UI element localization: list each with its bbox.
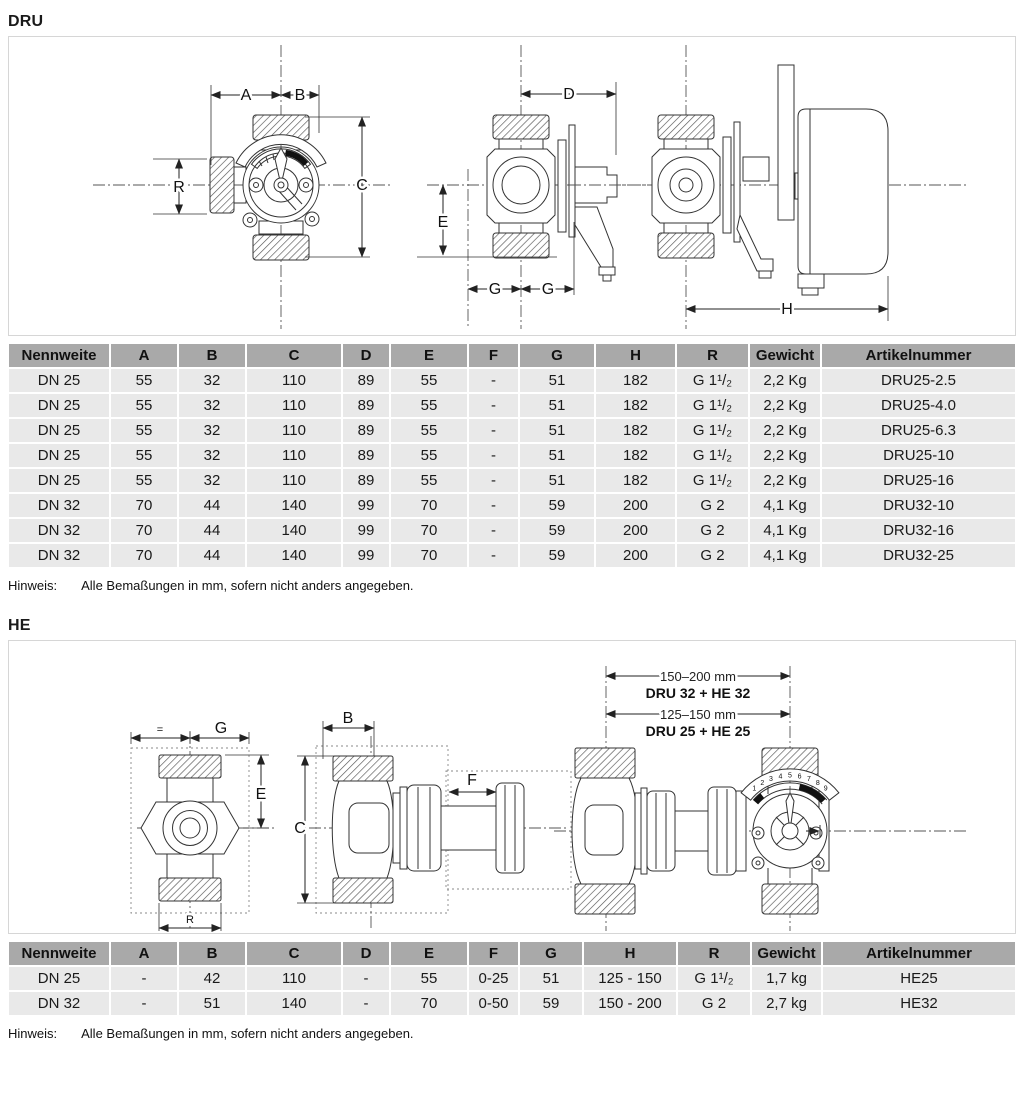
table-cell: 59 bbox=[520, 544, 594, 567]
table-cell: 55 bbox=[111, 469, 177, 492]
dru-spec-table bbox=[7, 342, 1017, 569]
dim-label-r: R bbox=[173, 179, 185, 196]
table-cell: DN 25 bbox=[9, 444, 109, 467]
table-cell: 140 bbox=[247, 544, 341, 567]
dru-front-view bbox=[93, 45, 391, 329]
table-cell: 89 bbox=[343, 394, 389, 417]
table-cell: 70 bbox=[111, 544, 177, 567]
he-technical-drawing bbox=[9, 641, 1015, 933]
table-cell: 2,2 Kg bbox=[750, 394, 820, 417]
dim-label-b: B bbox=[342, 710, 354, 727]
table-cell: - bbox=[469, 544, 518, 567]
column-header: Nennweite bbox=[9, 344, 109, 367]
table-cell: 2,2 Kg bbox=[750, 369, 820, 392]
table-cell: - bbox=[469, 444, 518, 467]
column-header: Artikelnummer bbox=[822, 344, 1015, 367]
dim-label-c: C bbox=[294, 820, 306, 837]
table-cell: - bbox=[111, 967, 177, 990]
he-side-view bbox=[294, 710, 571, 929]
table-header-row bbox=[9, 344, 1015, 367]
table-row bbox=[9, 394, 1015, 417]
table-cell: 110 bbox=[247, 419, 341, 442]
table-cell: 110 bbox=[247, 967, 341, 990]
table-row bbox=[9, 992, 1015, 1015]
table-cell: G 1¹/₂ bbox=[677, 369, 748, 392]
column-header: E bbox=[391, 344, 467, 367]
table-cell: 125 - 150 bbox=[584, 967, 676, 990]
table-cell: 55 bbox=[111, 419, 177, 442]
table-cell: DRU32-10 bbox=[822, 494, 1015, 517]
table-cell: 2,2 Kg bbox=[750, 444, 820, 467]
column-header: C bbox=[247, 344, 341, 367]
table-cell: 55 bbox=[391, 419, 467, 442]
he-assembly-view bbox=[554, 666, 969, 931]
svg-text:1: 1 bbox=[752, 785, 757, 793]
note-label: Hinweis: bbox=[8, 1026, 58, 1041]
table-cell: 44 bbox=[179, 494, 245, 517]
table-cell: 2,2 Kg bbox=[750, 419, 820, 442]
column-header: B bbox=[179, 942, 245, 965]
table-cell: 1,7 kg bbox=[752, 967, 821, 990]
table-cell: 182 bbox=[596, 369, 675, 392]
table-cell: 51 bbox=[520, 469, 594, 492]
table-row bbox=[9, 519, 1015, 542]
column-header: F bbox=[469, 942, 518, 965]
table-cell: 70 bbox=[111, 494, 177, 517]
table-cell: 0-50 bbox=[469, 992, 518, 1015]
column-header: H bbox=[596, 344, 675, 367]
column-header: G bbox=[520, 344, 594, 367]
table-cell: - bbox=[469, 394, 518, 417]
section-title-he: HE bbox=[8, 617, 31, 634]
table-cell: 4,1 Kg bbox=[750, 544, 820, 567]
table-cell: 70 bbox=[111, 519, 177, 542]
table-cell: 200 bbox=[596, 519, 675, 542]
dim-label-c: C bbox=[356, 177, 368, 194]
dim-label-g: G bbox=[214, 720, 228, 737]
table-header-row bbox=[9, 942, 1015, 965]
column-header: H bbox=[584, 942, 676, 965]
table-row bbox=[9, 419, 1015, 442]
column-header: Artikelnummer bbox=[823, 942, 1015, 965]
dru-side-view bbox=[417, 45, 657, 329]
table-cell: 51 bbox=[520, 419, 594, 442]
table-row bbox=[9, 369, 1015, 392]
svg-text:4: 4 bbox=[778, 773, 783, 781]
svg-text:9: 9 bbox=[823, 785, 828, 793]
table-cell: 110 bbox=[247, 469, 341, 492]
note-text: Alle Bemaßungen in mm, sofern nicht anders angegeben. bbox=[81, 578, 414, 593]
table-cell: 99 bbox=[343, 519, 389, 542]
table-cell: DN 25 bbox=[9, 369, 109, 392]
he-drawing-box bbox=[8, 640, 1016, 934]
table-cell: DN 25 bbox=[9, 469, 109, 492]
table-cell: G 1¹/₂ bbox=[677, 419, 748, 442]
dru-actuator-view bbox=[569, 45, 969, 329]
table-cell: G 2 bbox=[678, 992, 750, 1015]
table-row bbox=[9, 544, 1015, 567]
table-cell: 70 bbox=[391, 992, 467, 1015]
column-header: E bbox=[391, 942, 467, 965]
table-cell: 59 bbox=[520, 992, 582, 1015]
dim-label-e: E bbox=[437, 214, 449, 231]
he-front-view bbox=[131, 720, 277, 931]
table-row bbox=[9, 494, 1015, 517]
table-cell: 55 bbox=[111, 369, 177, 392]
table-cell: 99 bbox=[343, 494, 389, 517]
table-cell: 55 bbox=[391, 369, 467, 392]
svg-text:2: 2 bbox=[760, 779, 765, 787]
table-cell: DRU25-2.5 bbox=[822, 369, 1015, 392]
dim-label-b: B bbox=[294, 87, 306, 104]
table-cell: 182 bbox=[596, 394, 675, 417]
table-cell: 70 bbox=[391, 494, 467, 517]
he-spec-table bbox=[7, 940, 1017, 1017]
table-cell: DN 32 bbox=[9, 544, 109, 567]
table-cell: - bbox=[343, 992, 389, 1015]
table-row bbox=[9, 967, 1015, 990]
table-cell: 140 bbox=[247, 992, 341, 1015]
table-cell: 110 bbox=[247, 394, 341, 417]
table-cell: 51 bbox=[520, 967, 582, 990]
table-cell: 140 bbox=[247, 519, 341, 542]
table-cell: G 1¹/₂ bbox=[677, 469, 748, 492]
table-cell: G 2 bbox=[677, 544, 748, 567]
table-cell: 150 - 200 bbox=[584, 992, 676, 1015]
table-cell: G 1¹/₂ bbox=[678, 967, 750, 990]
table-cell: 89 bbox=[343, 419, 389, 442]
range-25-label: 125–150 mm bbox=[660, 707, 736, 722]
range-32-label: 150–200 mm bbox=[660, 669, 736, 684]
column-header: R bbox=[677, 344, 748, 367]
svg-text:3: 3 bbox=[769, 775, 773, 783]
he-note bbox=[8, 1026, 1024, 1041]
table-cell: 55 bbox=[111, 394, 177, 417]
combo-32-label: DRU 32 + HE 32 bbox=[645, 685, 751, 701]
dru-technical-drawing bbox=[9, 37, 1015, 335]
table-cell: 51 bbox=[520, 369, 594, 392]
table-cell: DRU32-16 bbox=[822, 519, 1015, 542]
combo-25-label: DRU 25 + HE 25 bbox=[645, 723, 751, 739]
table-cell: DN 25 bbox=[9, 967, 109, 990]
table-cell: - bbox=[469, 519, 518, 542]
dru-note bbox=[8, 578, 1024, 593]
svg-text:8: 8 bbox=[815, 779, 820, 787]
column-header: F bbox=[469, 344, 518, 367]
table-cell: DN 32 bbox=[9, 992, 109, 1015]
table-cell: - bbox=[469, 369, 518, 392]
table-cell: 55 bbox=[391, 469, 467, 492]
table-cell: 44 bbox=[179, 544, 245, 567]
table-cell: 32 bbox=[179, 394, 245, 417]
table-cell: G 1¹/₂ bbox=[677, 394, 748, 417]
column-header: D bbox=[343, 344, 389, 367]
note-label: Hinweis: bbox=[8, 578, 58, 593]
table-cell: DN 25 bbox=[9, 394, 109, 417]
dim-label-r: R bbox=[186, 914, 194, 926]
table-cell: 89 bbox=[343, 444, 389, 467]
column-header: C bbox=[247, 942, 341, 965]
table-cell: 2,7 kg bbox=[752, 992, 821, 1015]
table-cell: - bbox=[469, 419, 518, 442]
table-cell: DN 32 bbox=[9, 519, 109, 542]
table-cell: DRU25-4.0 bbox=[822, 394, 1015, 417]
column-header: Gewicht bbox=[750, 344, 820, 367]
table-cell: 200 bbox=[596, 544, 675, 567]
column-header: A bbox=[111, 344, 177, 367]
table-cell: 42 bbox=[179, 967, 245, 990]
table-cell: G 2 bbox=[677, 494, 748, 517]
dim-label-d: D bbox=[563, 86, 575, 103]
section-title-dru: DRU bbox=[8, 13, 44, 30]
table-cell: 59 bbox=[520, 519, 594, 542]
table-cell: 59 bbox=[520, 494, 594, 517]
table-cell: DN 25 bbox=[9, 419, 109, 442]
svg-text:7: 7 bbox=[807, 775, 811, 783]
column-header: G bbox=[520, 942, 582, 965]
column-header: Nennweite bbox=[9, 942, 109, 965]
table-cell: HE32 bbox=[823, 992, 1015, 1015]
table-cell: 32 bbox=[179, 419, 245, 442]
svg-text:5: 5 bbox=[788, 772, 792, 780]
dim-label-h: H bbox=[781, 301, 793, 318]
table-cell: 51 bbox=[520, 444, 594, 467]
table-cell: 140 bbox=[247, 494, 341, 517]
dru-drawing-box bbox=[8, 36, 1016, 336]
table-cell: DRU25-6.3 bbox=[822, 419, 1015, 442]
table-cell: 32 bbox=[179, 369, 245, 392]
table-row bbox=[9, 444, 1015, 467]
table-cell: 182 bbox=[596, 419, 675, 442]
table-cell: 55 bbox=[391, 444, 467, 467]
dim-label-g1: G bbox=[488, 281, 502, 298]
table-cell: 4,1 Kg bbox=[750, 519, 820, 542]
dim-label-g2: G bbox=[541, 281, 555, 298]
column-header: D bbox=[343, 942, 389, 965]
table-cell: 55 bbox=[391, 967, 467, 990]
table-cell: 55 bbox=[391, 394, 467, 417]
table-cell: 182 bbox=[596, 444, 675, 467]
table-cell: DN 32 bbox=[9, 494, 109, 517]
table-cell: 55 bbox=[111, 444, 177, 467]
dim-label-equal: = bbox=[156, 724, 164, 736]
dim-label-f: F bbox=[467, 772, 477, 789]
table-cell: DRU25-16 bbox=[822, 469, 1015, 492]
table-cell: 110 bbox=[247, 444, 341, 467]
note-text: Alle Bemaßungen in mm, sofern nicht anders angegeben. bbox=[81, 1026, 414, 1041]
table-cell: 51 bbox=[179, 992, 245, 1015]
column-header: B bbox=[179, 344, 245, 367]
table-cell: 44 bbox=[179, 519, 245, 542]
table-cell: 70 bbox=[391, 544, 467, 567]
table-cell: 0-25 bbox=[469, 967, 518, 990]
table-cell: G 1¹/₂ bbox=[677, 444, 748, 467]
dim-label-e: E bbox=[255, 786, 267, 803]
table-cell: - bbox=[111, 992, 177, 1015]
column-header: R bbox=[678, 942, 750, 965]
table-cell: - bbox=[343, 967, 389, 990]
table-row bbox=[9, 469, 1015, 492]
table-cell: 89 bbox=[343, 469, 389, 492]
table-cell: G 2 bbox=[677, 519, 748, 542]
table-cell: 182 bbox=[596, 469, 675, 492]
table-cell: - bbox=[469, 494, 518, 517]
table-cell: 70 bbox=[391, 519, 467, 542]
table-cell: 32 bbox=[179, 469, 245, 492]
table-cell: 32 bbox=[179, 444, 245, 467]
table-cell: 89 bbox=[343, 369, 389, 392]
table-cell: 200 bbox=[596, 494, 675, 517]
table-cell: HE25 bbox=[823, 967, 1015, 990]
column-header: A bbox=[111, 942, 177, 965]
table-cell: 4,1 Kg bbox=[750, 494, 820, 517]
svg-text:6: 6 bbox=[797, 773, 802, 781]
table-cell: 51 bbox=[520, 394, 594, 417]
column-header: Gewicht bbox=[752, 942, 821, 965]
table-cell: DRU32-25 bbox=[822, 544, 1015, 567]
table-cell: 99 bbox=[343, 544, 389, 567]
table-cell: 110 bbox=[247, 369, 341, 392]
table-cell: - bbox=[469, 469, 518, 492]
table-cell: 2,2 Kg bbox=[750, 469, 820, 492]
dim-label-a: A bbox=[240, 87, 252, 104]
table-cell: DRU25-10 bbox=[822, 444, 1015, 467]
